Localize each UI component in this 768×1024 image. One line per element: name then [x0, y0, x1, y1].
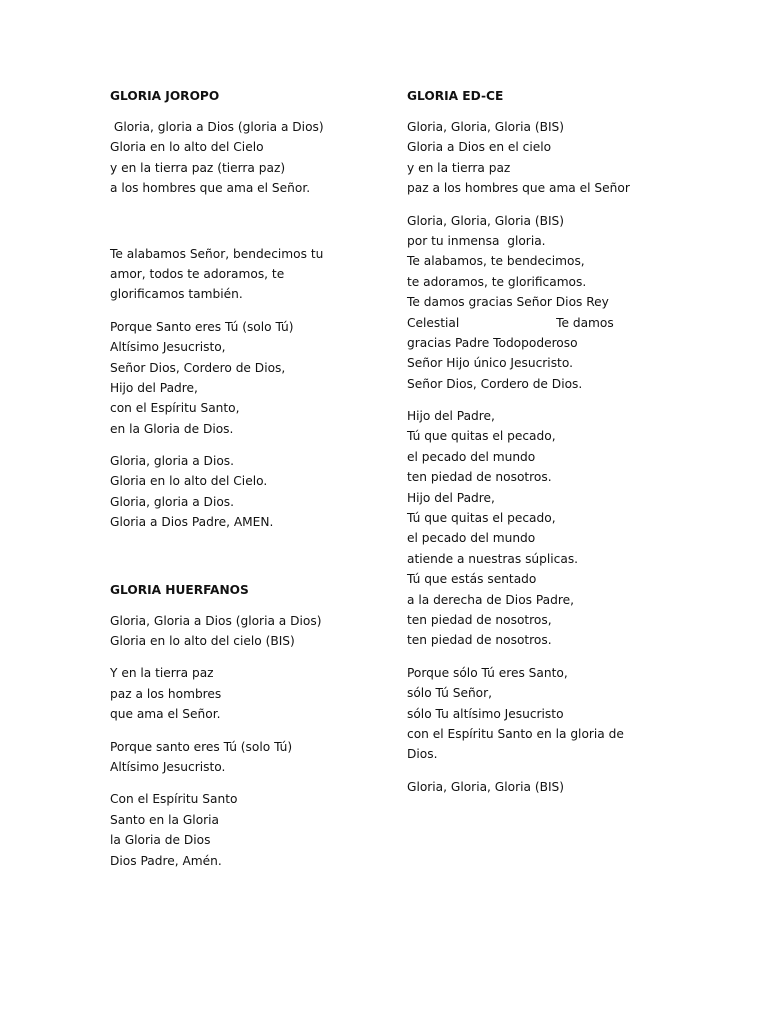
stanza	[110, 737, 360, 778]
lyric-line: Celestial Te damos	[407, 315, 614, 330]
lyric-line: ten piedad de nosotros.	[407, 470, 552, 485]
lyric-line: gracias Padre Todopoderoso	[407, 335, 578, 350]
lyric-line: sólo Tú Señor,	[407, 686, 493, 701]
lyric-line: Tú que estás sentado	[407, 572, 537, 587]
lyric-line: con el Espíritu Santo en la gloria de	[407, 726, 624, 741]
lyric-line: Con el Espíritu Santo	[110, 792, 238, 807]
stanza	[110, 244, 360, 305]
song-gloria-huerfanos	[110, 580, 360, 871]
lyric-line: Te damos gracias Señor Dios Rey	[407, 295, 609, 310]
stanza	[407, 663, 657, 765]
lyric-line: con el Espíritu Santo,	[110, 401, 240, 416]
lyric-line: Dios Padre, Amén.	[110, 853, 222, 868]
lyric-line: Gloria, Gloria a Dios (gloria a Dios)	[110, 613, 322, 628]
lyric-line: Gloria, gloria a Dios.	[110, 494, 235, 509]
lyric-line: te adoramos, te glorificamos.	[407, 274, 587, 289]
lyric-line: y en la tierra paz (tierra paz)	[110, 160, 286, 175]
lyric-line: Gloria a Dios en el cielo	[407, 140, 552, 155]
lyric-line: Dios.	[407, 747, 438, 762]
stanza	[110, 789, 360, 871]
lyric-line: paz a los hombres	[110, 686, 222, 701]
lyric-line: Gloria, gloria a Dios.	[110, 454, 235, 469]
stanza	[110, 663, 360, 724]
lyric-line: atiende a nuestras súplicas.	[407, 551, 579, 566]
lyric-line: glorificamos también.	[110, 287, 243, 302]
stanza	[110, 611, 360, 652]
lyric-line: Gloria, Gloria, Gloria (BIS)	[407, 213, 565, 228]
lyric-line: Te alabamos, te bendecimos,	[407, 254, 585, 269]
lyric-line: Altísimo Jesucristo.	[110, 759, 226, 774]
lyric-line: Gloria a Dios Padre, AMEN.	[110, 515, 274, 530]
lyric-line: y en la tierra paz	[407, 160, 511, 175]
lyric-line: Gloria en lo alto del Cielo.	[110, 474, 268, 489]
lyric-line: Señor Dios, Cordero de Dios,	[110, 360, 286, 375]
song-title: GLORIA HUERFANOS	[110, 582, 249, 597]
stanza	[407, 211, 657, 395]
lyric-line: el pecado del mundo	[407, 449, 536, 464]
lyric-line: Gloria, Gloria, Gloria (BIS)	[407, 120, 565, 134]
lyric-line: Porque santo eres Tú (solo Tú)	[110, 739, 293, 754]
lyric-line: paz a los hombres que ama el Señor	[407, 181, 630, 196]
lyric-line: amor, todos te adoramos, te	[110, 266, 285, 281]
lyric-line: Hijo del Padre,	[407, 409, 495, 424]
lyric-line: Gloria, gloria a Dios (gloria a Dios)	[110, 120, 324, 134]
lyric-line: Y en la tierra paz	[110, 666, 214, 681]
lyric-line: ten piedad de nosotros.	[407, 633, 552, 648]
song-title: GLORIA JOROPO	[110, 89, 220, 103]
lyric-line: a la derecha de Dios Padre,	[407, 592, 574, 607]
song-title: GLORIA ED-CE	[407, 89, 504, 103]
lyric-line: por tu inmensa gloria.	[407, 233, 546, 248]
lyric-line: Porque Santo eres Tú (solo Tú)	[110, 319, 294, 334]
lyric-line: Señor Hijo único Jesucristo.	[407, 356, 573, 371]
lyric-line: Tú que quitas el pecado,	[407, 511, 556, 526]
left-column	[110, 86, 360, 883]
lyric-line: la Gloria de Dios	[110, 833, 211, 848]
lyric-line: en la Gloria de Dios.	[110, 421, 234, 436]
lyric-line: Porque sólo Tú eres Santo,	[407, 665, 568, 680]
right-column	[407, 86, 657, 809]
lyric-line: Tú que quitas el pecado,	[407, 429, 556, 444]
lyric-line: Te alabamos Señor, bendecimos tu	[110, 246, 324, 261]
stanza	[110, 451, 360, 533]
lyric-line: Gloria en lo alto del Cielo	[110, 140, 264, 155]
stanza	[407, 777, 657, 797]
lyric-line: Señor Dios, Cordero de Dios.	[407, 376, 583, 391]
lyric-line: Altísimo Jesucristo,	[110, 340, 226, 355]
stanza	[110, 317, 360, 439]
lyric-line: a los hombres que ama el Señor.	[110, 181, 311, 196]
stanza	[110, 117, 360, 199]
lyric-line: Hijo del Padre,	[407, 490, 495, 505]
lyric-line: Hijo del Padre,	[110, 380, 198, 395]
stanza	[407, 406, 657, 651]
song-gloria-ed-ce	[407, 86, 657, 797]
lyric-line: Gloria, Gloria, Gloria (BIS)	[407, 779, 565, 794]
lyric-line: Santo en la Gloria	[110, 812, 220, 827]
lyric-line: que ama el Señor.	[110, 707, 221, 722]
lyric-line: Gloria en lo alto del cielo (BIS)	[110, 634, 295, 649]
lyric-line: ten piedad de nosotros,	[407, 612, 552, 627]
lyric-line: sólo Tu altísimo Jesucristo	[407, 706, 564, 721]
stanza	[407, 117, 657, 199]
song-gloria-joropo	[110, 86, 360, 533]
lyric-line: el pecado del mundo	[407, 531, 536, 546]
